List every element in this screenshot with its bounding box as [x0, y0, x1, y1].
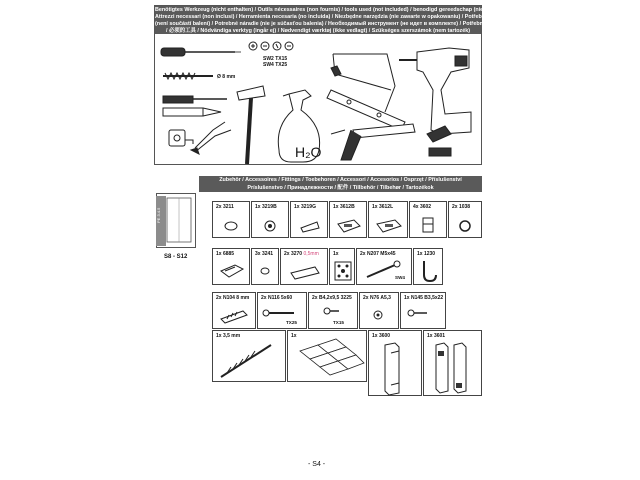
product-reference — [154, 176, 199, 268]
connector-icon — [410, 202, 448, 239]
page-number: - S4 - — [308, 461, 326, 468]
part-label: 1x N145 B3,5x22 — [404, 295, 444, 301]
part-cell — [257, 292, 307, 329]
bit-size-label-2: SW4 TX25 — [263, 62, 288, 68]
part-cell — [400, 292, 446, 329]
tool-size-label: SW4 — [395, 275, 405, 280]
handle-icon — [424, 331, 483, 397]
part-cell — [212, 292, 256, 329]
pencil-icon — [163, 96, 227, 103]
clip-icon — [291, 202, 329, 239]
part-cell — [251, 248, 279, 285]
screwdriver-icon — [161, 48, 241, 56]
part-cell — [368, 201, 408, 238]
part-label: 2x N207 M5x45 — [360, 251, 396, 257]
part-cell — [413, 248, 443, 285]
tool-size-label: TX15 — [333, 320, 344, 325]
part-cell — [287, 330, 367, 382]
hammer-icon — [237, 86, 265, 164]
part-label: 1x 3612L — [372, 204, 394, 210]
part-cell — [212, 201, 250, 238]
wedge-icon — [427, 126, 451, 156]
hook-icon — [414, 249, 444, 286]
accessories-panel — [154, 176, 482, 400]
accessories-header — [199, 176, 482, 192]
bit-size-label: SW2 TX15 — [263, 56, 288, 62]
tile-mat-icon — [288, 331, 368, 383]
part-cell — [368, 330, 422, 396]
part-cell — [359, 292, 399, 329]
part-cell — [212, 330, 286, 382]
drill-bit-icon — [213, 331, 287, 383]
part-cell — [409, 201, 447, 238]
part-label: 1x 6885 — [216, 251, 235, 257]
part-cell — [329, 201, 367, 238]
part-cell — [423, 330, 482, 396]
tools-header-line: (není součástí balení) / Potrebné náradie (nie je súčasťou balenia) / Необходимый инструмент (не идет в комплекте) / Potřebné nářadí — [155, 21, 504, 27]
cap-icon — [252, 249, 280, 286]
part-label: 3x 3241 — [255, 251, 274, 257]
part-label: 2x N104 8 mm — [216, 295, 250, 301]
accessories-header-line: Príslušenstvo / Принадлежности / 配件 / Tillbehör / Tilbehør / Tartozékok — [247, 184, 434, 191]
handle-icon — [369, 331, 423, 397]
tape-measure-icon — [169, 130, 193, 146]
bracket-icon — [330, 202, 368, 239]
wall-plug-icon — [213, 293, 257, 330]
required-tools-header — [155, 6, 518, 34]
shim-icon — [281, 249, 329, 286]
part-cell — [308, 292, 358, 329]
part-label: 2x N76 A5,3 — [363, 295, 391, 301]
screw-icon — [357, 249, 413, 286]
pliers-icon — [191, 122, 231, 154]
part-cell — [251, 201, 289, 238]
caulk-gun-icon — [331, 124, 415, 160]
required-tools-panel — [154, 5, 518, 165]
part-label: 1x 3601 — [427, 333, 446, 339]
drill-bit-icon — [163, 73, 213, 79]
cordless-drill-icon — [399, 48, 471, 134]
tools-header-line: Benötigtes Werkzeug (nicht enthalten) / Outils nécessaires (non fournis) / tools used (not included) / benodigd gereedschap (niet inbegrepen) — [155, 7, 518, 13]
screw-bits-icon — [249, 42, 293, 50]
screw-icon — [401, 293, 447, 330]
spirit-level-icon — [327, 90, 405, 130]
cap-icon — [213, 202, 251, 239]
part-cell — [212, 248, 250, 285]
part-label: 1x 3612B — [333, 204, 355, 210]
drill-size-label: Ø 8 mm — [217, 74, 236, 80]
part-label: 2x 3270 0,5mm — [284, 251, 319, 257]
part-label: 1x 3,5 mm — [216, 333, 241, 339]
part-cell — [329, 248, 355, 285]
bracket-icon — [369, 202, 409, 239]
part-label: 1x — [333, 251, 339, 257]
tools-header-line: Attrezzi necessari (non inclusi) / Herramienta necesaria (no incluida) / Niezbędne narzędzia (nie zawarte w opakowaniu) / Potřebné nářadí — [155, 14, 506, 20]
part-label: 1x 3219B — [255, 204, 277, 210]
ring-icon — [449, 202, 483, 239]
part-label: 1x — [291, 333, 297, 339]
chisel-icon — [163, 108, 221, 116]
tools-header-line: / 必须的工具 / Nödvändiga verktyg (ingår ej) / Nødvendigt værktøj (ikke vedlagt) / Szükséges szerszámok (nem tartozék) — [165, 28, 471, 34]
part-label: 1x 3219G — [294, 204, 316, 210]
part-cell — [290, 201, 328, 238]
screw-icon — [258, 293, 308, 330]
washer-icon — [360, 293, 400, 330]
tool-size-label: TX25 — [286, 320, 297, 325]
part-cell — [280, 248, 328, 285]
part-cell — [356, 248, 412, 285]
side-tab-code: PE 3.4.5 — [156, 207, 161, 223]
part-label: 2x B4,2x9,5 3225 — [312, 295, 352, 301]
magnet-strip-icon — [213, 249, 251, 286]
plate-icon — [330, 249, 356, 286]
part-label: 1x 3600 — [372, 333, 391, 339]
h2o-label: H₂O — [295, 144, 322, 160]
part-label: 2x 1038 — [452, 204, 471, 210]
part-label: 1x 1230 — [417, 251, 436, 257]
washer-icon — [252, 202, 290, 239]
product-code: S8 - S12 — [164, 254, 188, 260]
part-cell — [448, 201, 482, 238]
part-label: 2x N116 5x60 — [261, 295, 293, 301]
accessories-header-line: Zubehör / Accessoires / Fittings / Toebehoren / Accessori / Accesorios / Osprzęt / Příslušenství — [219, 177, 462, 183]
part-label: 4x 3602 — [413, 204, 432, 210]
tools-illustration — [155, 34, 481, 165]
part-label: 2x 3211 — [216, 204, 234, 210]
